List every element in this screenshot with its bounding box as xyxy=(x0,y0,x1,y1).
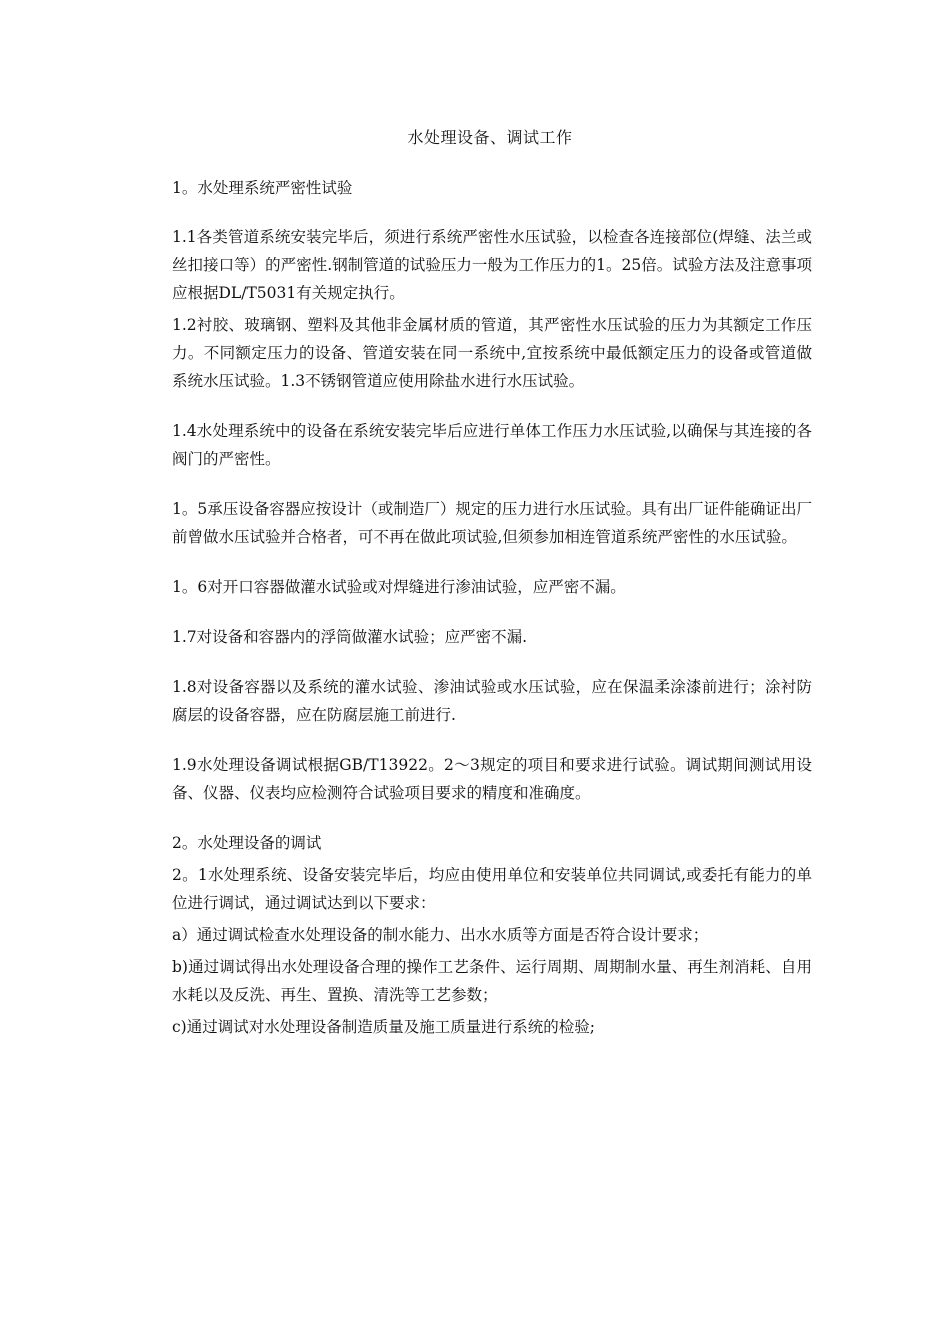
section-heading-1: 1。水处理系统严密性试验 xyxy=(172,179,353,197)
document-title: 水处理设备、调试工作 xyxy=(407,128,573,147)
paragraph-1-8: 1.8对设备容器以及系统的灌水试验、渗油试验或水压试验，应在保温柔涂漆前进行；涂衬防腐层的设备容器，应在防腐层施工前进行. xyxy=(172,678,812,724)
paragraph-1-1: 1.1各类管道系统安装完毕后，须进行系统严密性水压试验，以检查各连接部位(焊缝、法兰或丝扣接口等）的严密性.钢制管道的试验压力一般为工作压力的1。25倍。试验方法及注意事项应根据DL/T5031有关规定执行。 xyxy=(172,228,812,302)
list-item-a: a）通过调试检查水处理设备的制水能力、出水水质等方面是否符合设计要求； xyxy=(172,926,709,944)
paragraph-1-5: 1。5承压设备容器应按设计（或制造厂）规定的压力进行水压试验。具有出厂证件能确证出厂前曾做水压试验并合格者，可不再在做此项试验,但须参加相连管道系统严密性的水压试验。 xyxy=(172,500,812,546)
list-item-b: b)通过调试得出水处理设备合理的操作工艺条件、运行周期、周期制水量、再生剂消耗、自用水耗以及反洗、再生、置换、清洗等工艺参数； xyxy=(172,958,812,1004)
paragraph-1-9: 1.9水处理设备调试根据GB/T13922。2～3规定的项目和要求进行试验。调试期间测试用设备、仪器、仪表均应检测符合试验项目要求的精度和准确度。 xyxy=(172,756,812,802)
paragraph-1-2: 1.2衬胶、玻璃钢、塑料及其他非金属材质的管道，其严密性水压试验的压力为其额定工作压力。不同额定压力的设备、管道安装在同一系统中,宜按系统中最低额定压力的设备或管道做系统水压试验。1.3不锈钢管道应使用除盐水进行水压试验。 xyxy=(172,316,812,390)
document-body xyxy=(172,174,812,1041)
list-item-c: c)通过调试对水处理设备制造质量及施工质量进行系统的检验; xyxy=(172,1018,595,1036)
section-heading-2: 2。水处理设备的调试 xyxy=(172,834,322,852)
paragraph-2-1: 2。1水处理系统、设备安装完毕后，均应由使用单位和安装单位共同调试,或委托有能力的单位进行调试，通过调试达到以下要求： xyxy=(172,866,812,912)
paragraph-1-6: 1。6对开口容器做灌水试验或对焊缝进行渗油试验，应严密不漏。 xyxy=(172,578,626,596)
paragraph-1-7: 1.7对设备和容器内的浮筒做灌水试验；应严密不漏. xyxy=(172,628,528,646)
paragraph-1-4: 1.4水处理系统中的设备在系统安装完毕后应进行单体工作压力水压试验,以确保与其连接的各阀门的严密性。 xyxy=(172,422,812,468)
